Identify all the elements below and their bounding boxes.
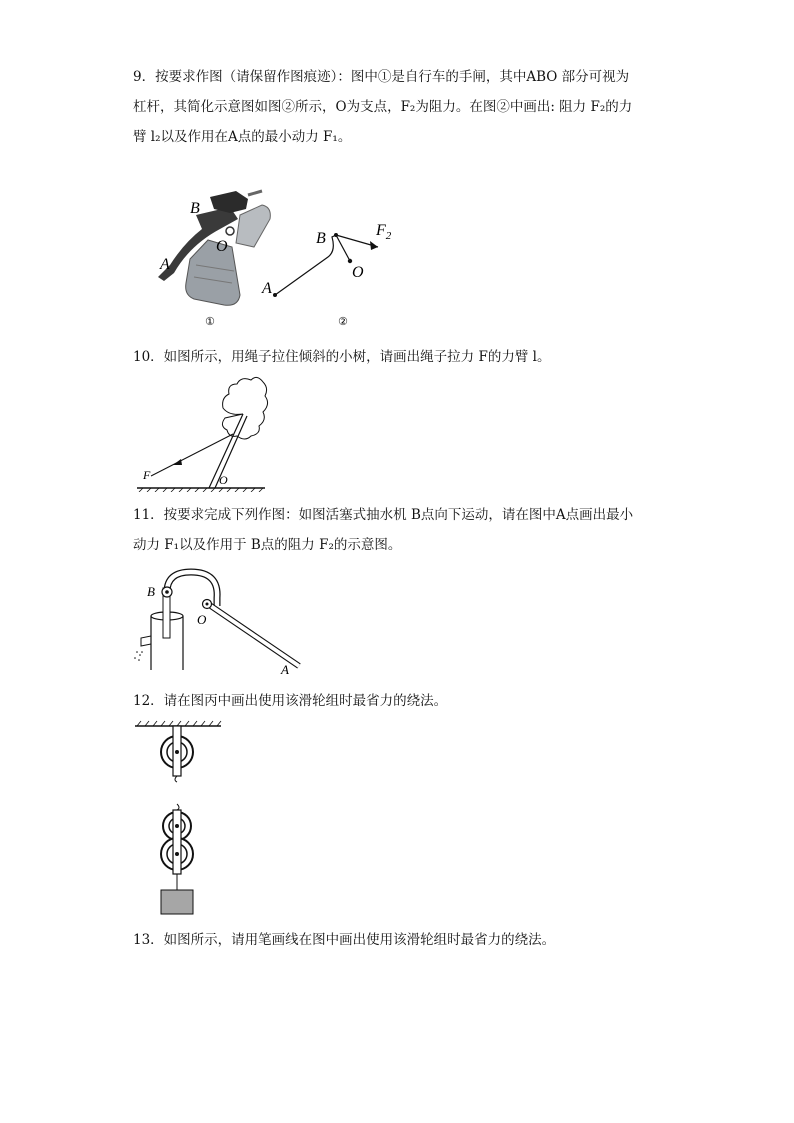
water-pump-figure bbox=[133, 566, 308, 676]
bike-brake-figure bbox=[150, 185, 410, 335]
label-F: F bbox=[143, 468, 151, 482]
label-B: B bbox=[316, 230, 326, 247]
question-text-line: 动力 F₁以及作用于 B点的阻力 F₂的示意图。 bbox=[133, 537, 402, 553]
figure-caption: ① bbox=[205, 315, 215, 328]
movable-pulleys bbox=[161, 804, 193, 914]
question-10 bbox=[133, 342, 673, 372]
label-O: O bbox=[219, 473, 228, 487]
label-O: O bbox=[216, 238, 228, 255]
label-A: A bbox=[160, 256, 170, 273]
question-text-line: 臂 l₂以及作用在A点的最小动力 F₁。 bbox=[133, 129, 352, 145]
question-text-line: 11．按要求完成下列作图：如图活塞式抽水机 B点向下运动，请在图中A点画出最小 bbox=[133, 507, 634, 523]
tree-figure bbox=[133, 376, 273, 492]
question-text-line: 10．如图所示，用绳子拉住倾斜的小树，请画出绳子拉力 F的力臂 l。 bbox=[133, 349, 551, 365]
question-12 bbox=[133, 686, 673, 716]
label-B: B bbox=[147, 584, 155, 599]
question-text-line: 9．按要求作图（请保留作图痕迹）：图中①是自行车的手闸，其中ABO 部分可视为 bbox=[133, 69, 630, 85]
label-O: O bbox=[197, 612, 207, 627]
figure-caption: ② bbox=[338, 315, 348, 328]
label-B: B bbox=[190, 200, 200, 217]
question-text-line: 杠杆，其简化示意图如图②所示，O为支点，F₂为阻力。在图②中画出: 阻力 F₂的力 bbox=[133, 99, 633, 115]
label-A: A bbox=[281, 662, 289, 676]
pulley-system-figure bbox=[133, 718, 223, 918]
question-text-line: 12．请在图丙中画出使用该滑轮组时最省力的绕法。 bbox=[133, 693, 448, 709]
label-A: A bbox=[262, 280, 272, 297]
question-9 bbox=[133, 62, 673, 152]
question-11 bbox=[133, 500, 673, 560]
question-13 bbox=[133, 925, 673, 955]
fixed-pulley bbox=[161, 726, 193, 782]
label-O: O bbox=[352, 264, 364, 281]
question-text-line: 13．如图所示，请用笔画线在图中画出使用该滑轮组时最省力的绕法。 bbox=[133, 932, 556, 948]
label-F2: $F_2$ bbox=[376, 222, 392, 242]
brake-handle-photo bbox=[158, 191, 270, 305]
